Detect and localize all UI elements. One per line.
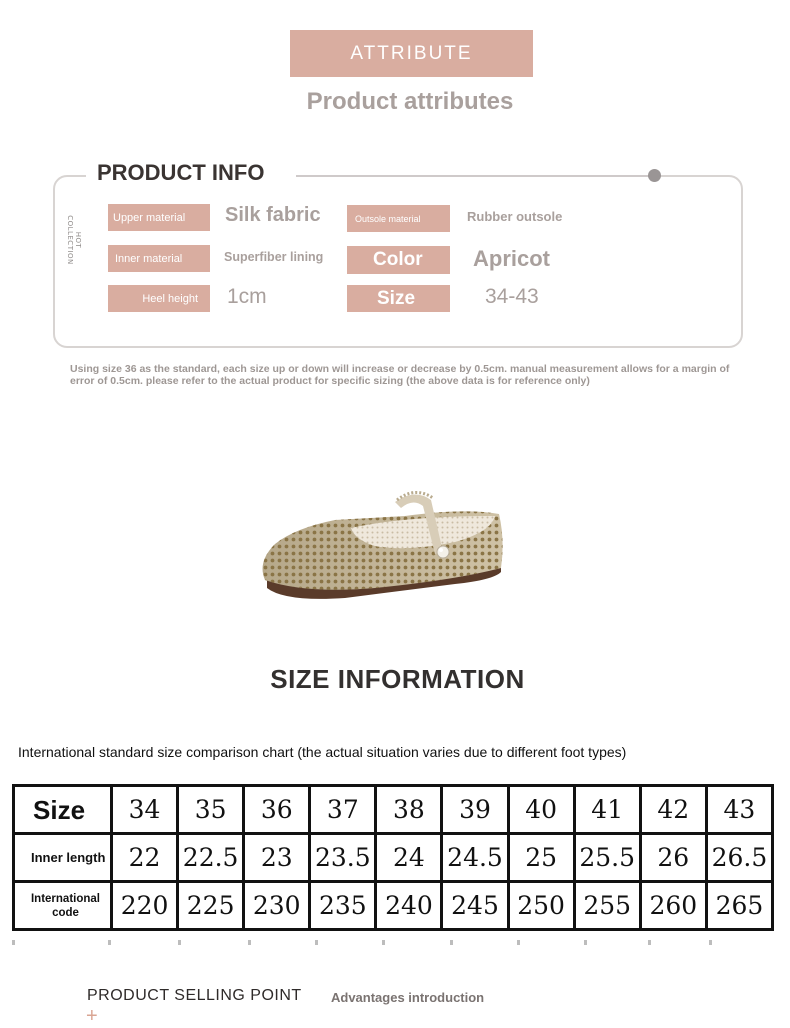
sizing-note: Using size 36 as the standard, each size up or down will increase or decrease by 0.5cm. manual measurement allows for a margin of error of 0.5cm. please refer to the actual product for specific sizing (the above data is for reference only): [70, 363, 730, 387]
outsole-material-label: Outsole material: [347, 205, 450, 232]
table-cell: 25.5: [574, 834, 640, 882]
table-row: [14, 786, 773, 834]
selling-point-subtitle: Advantages introduction: [331, 990, 485, 1005]
plus-icon: +: [86, 1005, 98, 1027]
upper-material-value: Silk fabric: [225, 204, 321, 226]
product-info-divider: [296, 175, 654, 177]
table-cell: 35: [178, 786, 244, 834]
product-info-title: PRODUCT INFO: [97, 160, 265, 185]
table-tick-marks: [12, 940, 712, 948]
table-cell: 245: [442, 882, 508, 930]
heel-height-value: 1cm: [227, 285, 267, 308]
size-row-header: Size: [14, 786, 112, 834]
table-cell: 42: [640, 786, 706, 834]
table-cell: 240: [376, 882, 442, 930]
table-cell: 36: [244, 786, 310, 834]
table-cell: 41: [574, 786, 640, 834]
table-cell: 37: [310, 786, 376, 834]
table-cell: 255: [574, 882, 640, 930]
table-cell: 25: [508, 834, 574, 882]
table-cell: 38: [376, 786, 442, 834]
selling-point-title: PRODUCT SELLING POINT: [87, 987, 302, 1004]
size-chart-caption: International standard size comparison chart (the actual situation varies due to different foot types): [18, 744, 627, 760]
size-comparison-table: [12, 784, 774, 931]
hot-collection-label: HOT COLLECTION: [66, 215, 82, 265]
table-cell: 23.5: [310, 834, 376, 882]
inner-length-row-header: Inner length: [14, 834, 112, 882]
table-cell: 43: [706, 786, 772, 834]
table-cell: 250: [508, 882, 574, 930]
table-cell: 24: [376, 834, 442, 882]
color-value: Apricot: [473, 246, 550, 271]
table-cell: 220: [112, 882, 178, 930]
table-cell: 24.5: [442, 834, 508, 882]
size-value: 34-43: [485, 285, 539, 308]
table-cell: 34: [112, 786, 178, 834]
size-information-title: SIZE INFORMATION: [270, 664, 525, 694]
attribute-subtitle: Product attributes: [306, 88, 514, 115]
table-cell: 40: [508, 786, 574, 834]
table-cell: 265: [706, 882, 772, 930]
table-cell: 22.5: [178, 834, 244, 882]
inner-material-value: Superfiber lining: [224, 250, 324, 264]
size-label: Size: [347, 285, 450, 312]
table-cell: 22: [112, 834, 178, 882]
table-cell: 39: [442, 786, 508, 834]
inner-material-label: Inner material: [108, 245, 210, 272]
product-info-dot: [648, 169, 661, 182]
table-cell: 23: [244, 834, 310, 882]
color-label: Color: [347, 246, 450, 274]
table-cell: 230: [244, 882, 310, 930]
shoe-product-image: [255, 480, 515, 605]
table-cell: 235: [310, 882, 376, 930]
table-cell: 26: [640, 834, 706, 882]
table-cell: 260: [640, 882, 706, 930]
attribute-banner: ATTRIBUTE: [290, 30, 533, 77]
heel-height-label: Heel height: [108, 285, 210, 312]
table-row: [14, 834, 773, 882]
international-code-row-header: International code: [14, 882, 112, 930]
table-cell: 225: [178, 882, 244, 930]
outsole-material-value: Rubber outsole: [467, 209, 563, 224]
upper-material-label: Upper material: [108, 204, 210, 231]
table-cell: 26.5: [706, 834, 772, 882]
table-row: [14, 882, 773, 930]
